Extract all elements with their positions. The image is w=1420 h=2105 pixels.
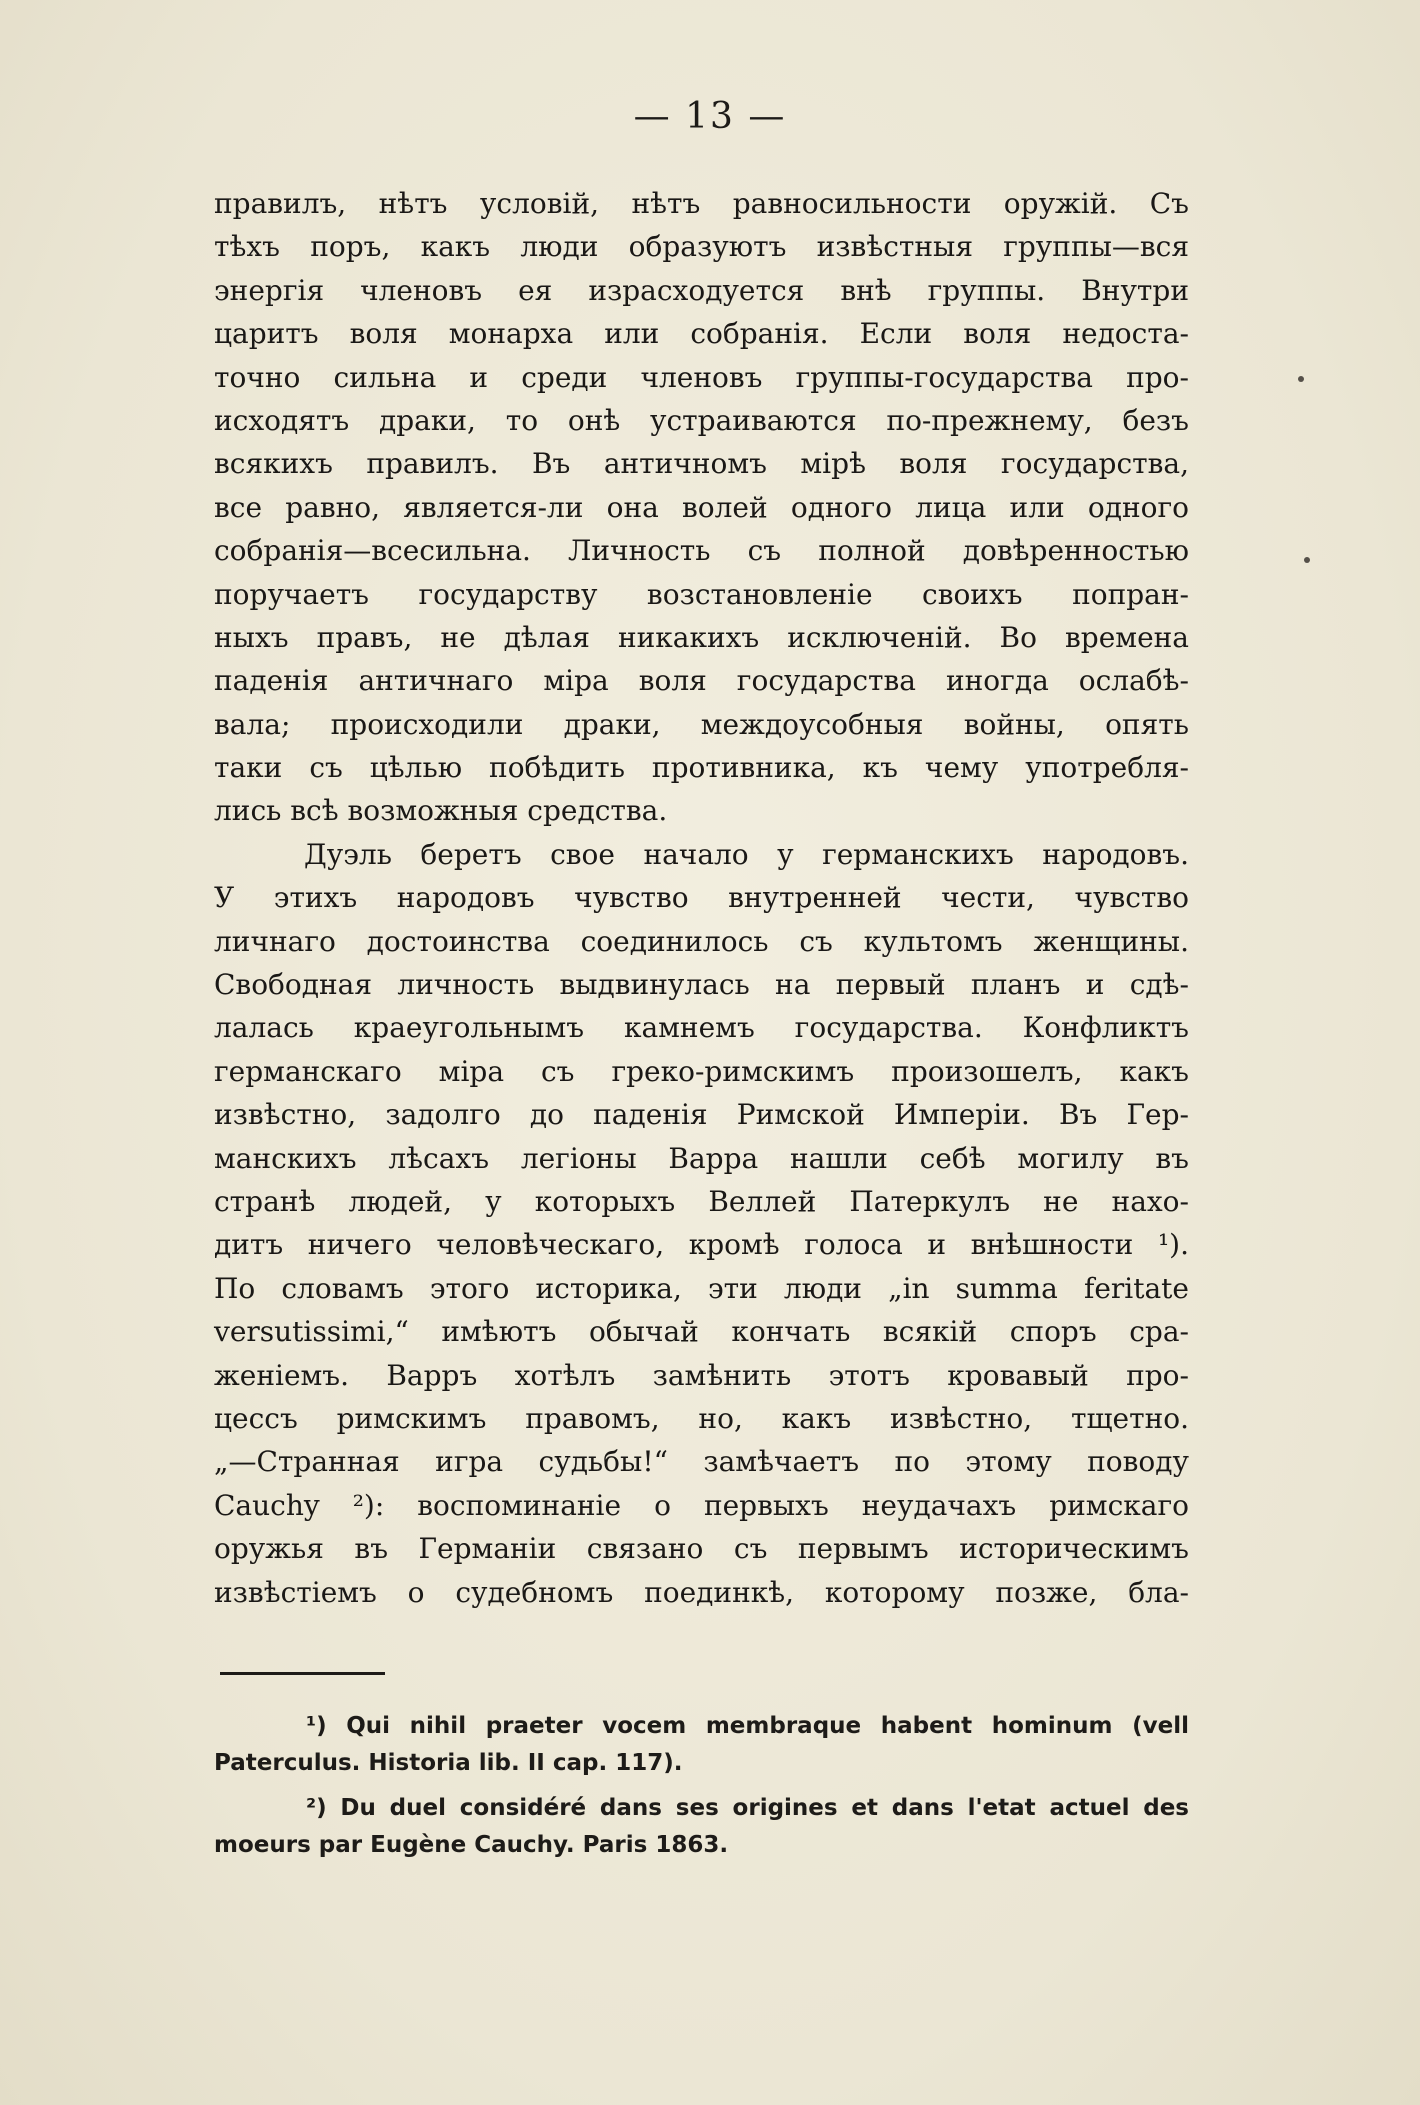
text-line: Свободная личность выдвинулась на первый планъ и сдѣ- (214, 968, 1189, 1002)
text-line: исходятъ драки, то онѣ устраиваются по-прежнему, безъ (214, 403, 1189, 437)
footnote-line: Paterculus. Historia lib. II cap. 117). (214, 1750, 683, 1776)
footnote-line: ¹) Qui nihil praeter vocem membraque habent hominum (vell (306, 1713, 1189, 1739)
text-line: лись всѣ возможныя средства. (214, 794, 668, 828)
text-line: поручаетъ государству возстановленіе своихъ попран- (214, 577, 1189, 611)
footnotes (214, 1708, 1189, 1864)
text-line: У этихъ народовъ чувство внутренней чести, чувство (214, 881, 1189, 915)
text-line: женіемъ. Варръ хотѣлъ замѣнить этотъ кровавый про- (214, 1358, 1189, 1392)
scan-speck (1304, 557, 1310, 563)
text-line: правилъ, нѣтъ условій, нѣтъ равносильности оружій. Съ (214, 187, 1189, 220)
text-line: всякихъ правилъ. Въ античномъ мірѣ воля государства, (214, 447, 1189, 481)
text-line: извѣстіемъ о судебномъ поединкѣ, которому позже, бла- (214, 1575, 1189, 1609)
page-number: — 13 — (633, 96, 787, 137)
text-line: извѣстно, задолго до паденія Римской Имперіи. Въ Гер- (214, 1098, 1189, 1132)
main-text (214, 182, 1189, 1614)
footnote-line: ²) Du duel considéré dans ses origines et dans l'etat actuel des (306, 1795, 1189, 1821)
footnote-divider (220, 1672, 385, 1675)
text-line: versutissimi,“ имѣютъ обычай кончать всякій споръ сра- (214, 1315, 1189, 1349)
text-line: вала; происходили драки, междоусобныя войны, опять (214, 707, 1189, 741)
text-line: По словамъ этого историка, эти люди „in summa feritate (214, 1271, 1189, 1305)
text-line: оружья въ Германіи связано съ первымъ историческимъ (214, 1532, 1189, 1566)
text-line: таки съ цѣлью побѣдить противника, къ чему употребля- (214, 751, 1189, 785)
text-line: дитъ ничего человѣческаго, кромѣ голоса и внѣшности ¹). (214, 1228, 1189, 1262)
text-line: лалась краеугольнымъ камнемъ государства. Конфликтъ (214, 1011, 1189, 1045)
text-line: тѣхъ поръ, какъ люди образуютъ извѣстныя группы—вся (214, 230, 1189, 264)
text-line: странѣ людей, у которыхъ Веллей Патеркулъ не нахо- (214, 1184, 1189, 1218)
text-line: Дуэль беретъ свое начало у германскихъ народовъ. (304, 837, 1189, 871)
text-line: паденія античнаго міра воля государства иногда ослабѣ- (214, 664, 1189, 698)
text-line: германскаго міра съ греко-римскимъ произошелъ, какъ (214, 1054, 1189, 1088)
text-line: ныхъ правъ, не дѣлая никакихъ исключеній. Во времена (214, 620, 1189, 654)
text-line: энергія членовъ ея израсходуется внѣ группы. Внутри (214, 273, 1189, 307)
text-line: „—Странная игра судьбы!“ замѣчаетъ по этому поводу (214, 1445, 1189, 1479)
scan-speck (1298, 376, 1304, 382)
text-line: все равно, является-ли она волей одного лица или одного (214, 490, 1189, 524)
text-line: цессъ римскимъ правомъ, но, какъ извѣстно, тщетно. (214, 1401, 1189, 1435)
footnote-line: moeurs par Eugène Cauchy. Paris 1863. (214, 1832, 729, 1858)
text-line: Cauchy ²): воспоминаніе о первыхъ неудачахъ римскаго (214, 1488, 1189, 1522)
text-line: точно сильна и среди членовъ группы-государства про- (214, 360, 1189, 394)
text-line: собранія—всесильна. Личность съ полной довѣренностью (214, 534, 1189, 568)
text-line: манскихъ лѣсахъ легіоны Варра нашли себѣ могилу въ (214, 1141, 1189, 1175)
text-line: личнаго достоинства соединилось съ культомъ женщины. (214, 924, 1189, 958)
text-line: царитъ воля монарха или собранія. Если воля недоста- (214, 317, 1189, 351)
